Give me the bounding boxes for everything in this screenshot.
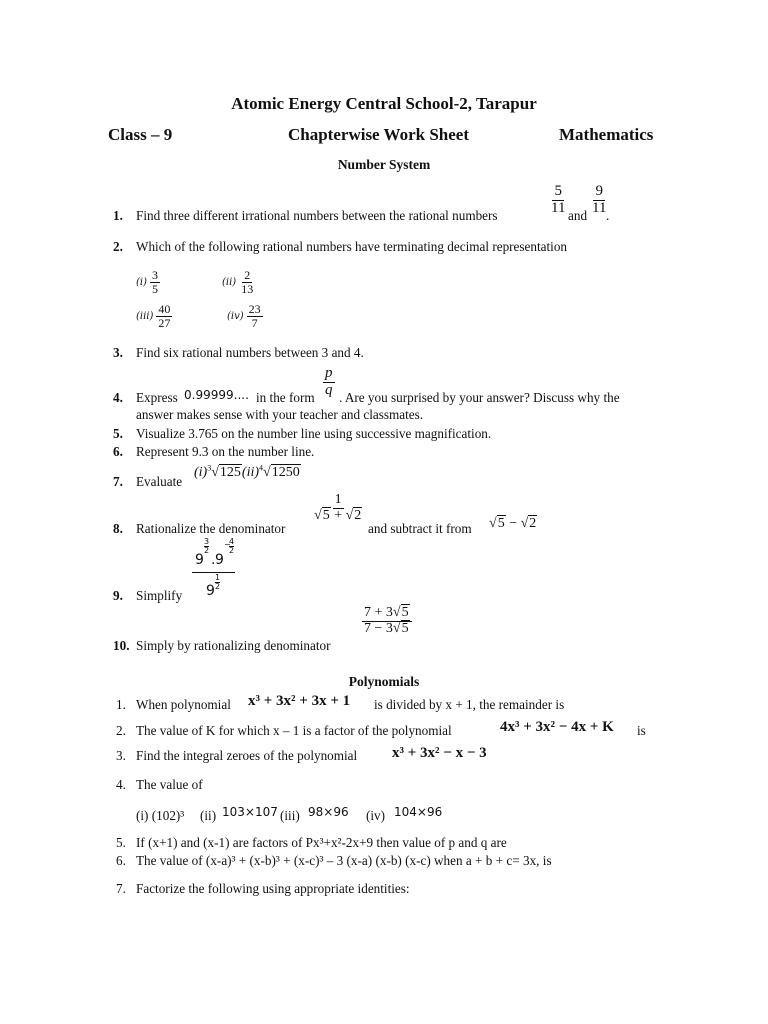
p4-option-iii-label: (iii) bbox=[280, 808, 300, 823]
p7-text: Factorize the following using appropriate identities: bbox=[136, 881, 410, 896]
q8-middle: and subtract it from bbox=[368, 521, 472, 536]
radicand: 5 bbox=[497, 516, 505, 531]
question-number: 9. bbox=[113, 588, 123, 603]
question-number: 4. bbox=[113, 390, 123, 405]
question-number: 5. bbox=[113, 426, 123, 441]
fraction-denominator: 11 bbox=[551, 199, 566, 216]
p2-expression: 4x³ + 3x² − 4x + K bbox=[500, 719, 614, 735]
q2-option-iii bbox=[136, 303, 172, 329]
part-label: (ii) bbox=[241, 465, 260, 480]
radicand: 5 bbox=[322, 507, 330, 523]
radicand: 5 bbox=[401, 605, 409, 620]
exponent: 4 2 bbox=[229, 537, 235, 555]
fraction-numerator: 1 bbox=[334, 492, 342, 507]
q5-text: Visualize 3.765 on the number line using successive magnification. bbox=[136, 426, 492, 441]
question-number: 2. bbox=[116, 723, 126, 738]
option-label: (ii) bbox=[222, 276, 237, 288]
p6-text: The value of (x-a)³ + (x-b)³ + (x-c)³ – 3 (x-a) (x-b) (x-c) when a + b + c= 3x, is bbox=[136, 853, 552, 868]
q4-prefix: Express bbox=[136, 390, 178, 405]
base: 9 bbox=[215, 552, 224, 568]
operator: − bbox=[509, 516, 518, 531]
radicand: 2 bbox=[529, 516, 537, 531]
exponent-sign: − bbox=[224, 540, 231, 549]
numerator-part: 7 + 3 bbox=[364, 605, 393, 620]
q1-and: and bbox=[568, 208, 588, 223]
p3-expression: x³ + 3x² − x − 3 bbox=[392, 745, 487, 761]
q10-fraction: $\frac{7 + 3√5}{7 - 3√5}$ bbox=[362, 606, 412, 636]
q7-expression: $(i)^3√125(ii)^4√1250$ bbox=[194, 463, 300, 480]
q4-postfix: . Are you surprised by your answer? Discuss why the bbox=[339, 390, 620, 405]
p4-option-iv-value: 104×96 bbox=[394, 805, 443, 819]
q2-option-iv bbox=[227, 303, 263, 329]
q2-option-i bbox=[136, 269, 160, 295]
radicand: 125 bbox=[219, 465, 241, 480]
denominator-part: 7 − 3 bbox=[364, 620, 393, 636]
q4-fraction-p-over-q bbox=[323, 366, 335, 399]
school-name: Atomic Energy Central School-2, Tarapur bbox=[231, 94, 537, 113]
radicand: 2 bbox=[354, 507, 362, 523]
fraction-numerator: 2 bbox=[244, 268, 251, 282]
fraction-denominator: 5 bbox=[152, 281, 159, 296]
question-number: 6. bbox=[113, 444, 123, 459]
p2-prefix: The value of K for which x – 1 is a factor of the polynomial bbox=[136, 723, 452, 738]
question-number: 7. bbox=[116, 881, 126, 896]
question-number: 5. bbox=[116, 835, 126, 850]
operator: . bbox=[211, 552, 216, 568]
question-number: 1. bbox=[116, 697, 126, 712]
question-number: 4. bbox=[116, 777, 126, 792]
exponent: 1 2 bbox=[215, 573, 221, 591]
q4-line2: answer makes sense with your teacher and classmates. bbox=[136, 407, 424, 422]
fraction-denominator: q bbox=[325, 381, 333, 398]
p4-option-ii-label: (ii) bbox=[200, 808, 217, 823]
p1-prefix: When polynomial bbox=[136, 697, 231, 712]
section-heading-number-system: Number System bbox=[337, 157, 431, 172]
fraction-denominator: 7 bbox=[251, 315, 258, 330]
fraction-denominator: 27 bbox=[158, 315, 171, 330]
fraction-denominator: 11 bbox=[592, 199, 607, 216]
part-label: (i) bbox=[194, 465, 208, 480]
radicand: 1250 bbox=[271, 465, 300, 480]
question-number: 10. bbox=[113, 638, 130, 653]
option-label: (iv) bbox=[227, 310, 244, 322]
question-number: 1. bbox=[113, 208, 123, 223]
p4-option-iii-value: 98×96 bbox=[308, 805, 349, 819]
q9-expression bbox=[192, 538, 235, 601]
q4-value: 0.99999.... bbox=[184, 388, 249, 402]
question-number: 2. bbox=[113, 239, 123, 254]
q10-text: Simply by rationalizing denominator bbox=[136, 638, 331, 653]
root-index: 4 bbox=[259, 463, 264, 473]
p4-option-iv-label: (iv) bbox=[366, 808, 386, 823]
question-number: 3. bbox=[116, 748, 126, 763]
q6-text: Represent 9.3 on the number line. bbox=[136, 444, 315, 459]
fraction-numerator: 3 bbox=[152, 268, 159, 282]
p4-option-ii-value: 103×107 bbox=[222, 805, 278, 819]
root-index: 3 bbox=[207, 463, 212, 473]
q4-middle: in the form bbox=[256, 390, 315, 405]
p4-option-i: (i) (102)³ bbox=[136, 808, 185, 823]
base: 9 bbox=[206, 583, 215, 599]
q3-text: Find six rational numbers between 3 and 4. bbox=[136, 345, 364, 360]
q1-fraction-1 bbox=[549, 184, 567, 217]
p2-postfix: is bbox=[637, 723, 646, 738]
fraction-numerator: 40 bbox=[158, 302, 171, 316]
class-label: Class – 9 bbox=[108, 125, 173, 144]
fraction-denominator: 13 bbox=[241, 281, 254, 296]
q7-text: Evaluate bbox=[136, 474, 183, 489]
question-number: 3. bbox=[113, 345, 123, 360]
q8-fraction: $\frac{1}{√5 + √2}$ bbox=[314, 492, 362, 523]
radicand: 5 bbox=[401, 620, 409, 636]
fraction-numerator: 23 bbox=[248, 302, 261, 316]
section-heading-polynomials: Polynomials bbox=[348, 674, 420, 689]
q1-period: . bbox=[606, 208, 610, 223]
base: 9 bbox=[195, 552, 204, 568]
q1-text: Find three different irrational numbers between the rational numbers bbox=[136, 208, 498, 223]
p1-expression: x³ + 3x² + 3x + 1 bbox=[248, 693, 351, 709]
p3-prefix: Find the integral zeroes of the polynomial bbox=[136, 748, 358, 763]
q2-text: Which of the following rational numbers have terminating decimal representation bbox=[136, 239, 568, 254]
question-number: 8. bbox=[113, 521, 123, 536]
p4-text: The value of bbox=[136, 777, 203, 792]
p5-text: If (x+1) and (x-1) are factors of Px³+x²-2x+9 then value of p and q are bbox=[136, 835, 507, 850]
subject-label: Mathematics bbox=[559, 125, 654, 144]
fraction-numerator: 5 bbox=[554, 183, 562, 199]
option-label: (i) bbox=[136, 276, 148, 288]
exponent: 3 2 bbox=[204, 537, 210, 555]
p1-postfix: is divided by x + 1, the remainder is bbox=[374, 697, 565, 712]
question-number: 6. bbox=[116, 853, 126, 868]
fraction-numerator: p bbox=[325, 365, 333, 381]
sheet-title: Chapterwise Work Sheet bbox=[288, 125, 470, 144]
q8-text: Rationalize the denominator bbox=[136, 521, 286, 536]
q9-text: Simplify bbox=[136, 588, 183, 603]
q8-expression: √5 − √2 bbox=[489, 516, 537, 531]
question-number: 7. bbox=[113, 474, 123, 489]
option-label: (iii) bbox=[136, 310, 154, 322]
q2-option-ii bbox=[222, 269, 255, 295]
fraction-numerator: 9 bbox=[595, 183, 603, 199]
operator: + bbox=[334, 507, 343, 523]
